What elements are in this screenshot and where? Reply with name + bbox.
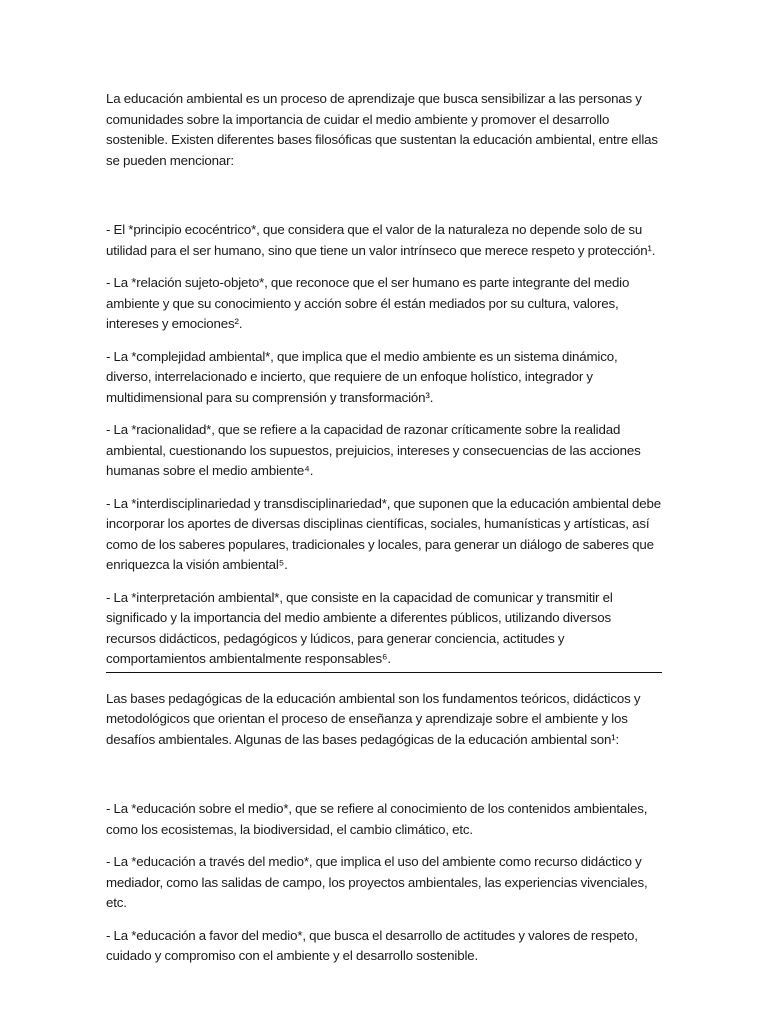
pedagogical-bases-section xyxy=(106,689,664,967)
section-divider xyxy=(106,672,662,673)
list-item: - La *educación a favor del medio*, que busca el desarrollo de actitudes y valores de respeto, cuidado y compromiso con el ambiente y el desarrollo sostenible. xyxy=(106,927,638,963)
list-item: - La *relación sujeto-objeto*, que reconoce que el ser humano es parte integrante del medio ambiente y que su conocimiento y acción sobre él están mediados por su cultura, valores, intereses y emociones². xyxy=(106,275,630,331)
intro-paragraph: Las bases pedagógicas de la educación ambiental son los fundamentos teóricos, didácticos y metodológicos que orientan el proceso de enseñanza y aprendizaje sobre el ambiente y los desafíos ambientales. Algunas de las bases pedagógicas de la educación ambiental son¹: xyxy=(106,690,641,747)
intro-paragraph: La educación ambiental es un proceso de aprendizaje que busca sensibilizar a las personas y comunidades sobre la importancia de cuidar el medio ambiente y promover el desarrollo sostenible. Existen diferentes bases filosóficas que sustentan la educación ambiental, entre ellas se pueden mencionar: xyxy=(106,91,658,168)
list-item: - La *complejidad ambiental*, que implica que el medio ambiente es un sistema dinámico, diverso, interrelacionado e incierto, que requiere de un enfoque holístico, integrador y multidimensional para su comprensión y transformación³. xyxy=(106,348,618,405)
list-item: - La *interpretación ambiental*, que consiste en la capacidad de comunicar y transmitir el significado y la importancia del medio ambiente a diferentes públicos, utilizando diversos recursos didácticos, pedagógicos y lúdicos, para generar conciencia, actitudes y comportamientos ambientalmente responsables⁶. xyxy=(106,589,613,666)
list-item: - La *educación a través del medio*, que implica el uso del ambiente como recurso didáctico y mediador, como las salidas de campo, los proyectos ambientales, las experiencias vivenciales, etc. xyxy=(106,854,648,910)
list-item: - La *interdisciplinariedad y transdisciplinariedad*, que suponen que la educación ambiental debe incorporar los aportes de diversas disciplinas científicas, sociales, humanísticas y artísticas, así como de los saberes populares, tradicionales y locales, para generar un diálogo de saberes que enriquezca la visión ambiental⁵. xyxy=(106,495,662,572)
list-item: - El *principio ecocéntrico*, que considera que el valor de la naturaleza no depende solo de su utilidad para el ser humano, sino que tiene un valor intrínseco que merece respeto y protección¹. xyxy=(106,222,656,258)
philosophical-bases-section xyxy=(106,89,664,670)
list-item: - La *educación sobre el medio*, que se refiere al conocimiento de los contenidos ambientales, como los ecosistemas, la biodiversidad, el cambio climático, etc. xyxy=(106,801,648,837)
list-item: - La *racionalidad*, que se refiere a la capacidad de razonar críticamente sobre la realidad ambiental, cuestionando los supuestos, prejuicios, intereses y consecuencias de las acciones humanas sobre el medio ambiente⁴. xyxy=(106,422,641,478)
